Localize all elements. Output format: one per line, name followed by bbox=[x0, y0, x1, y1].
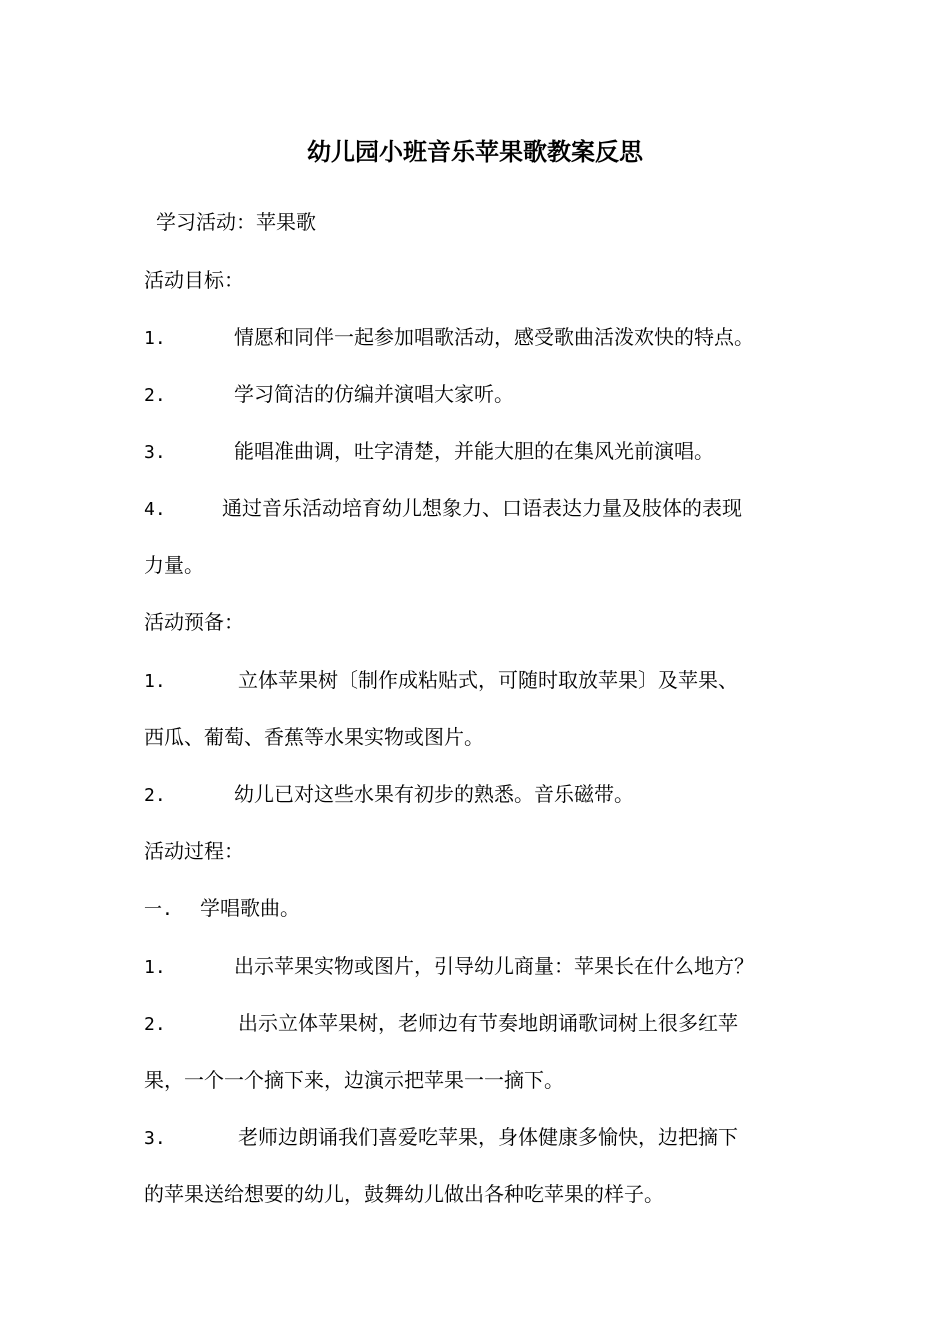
goal-item-2 bbox=[144, 374, 814, 416]
prep-number: 1. bbox=[144, 671, 166, 692]
goals-heading: 活动目标： bbox=[144, 268, 244, 292]
goal-item-4-continued: 力量。 bbox=[144, 553, 204, 577]
goal-text: 学习简洁的仿编并演唱大家听。 bbox=[234, 382, 514, 406]
step-item-2 bbox=[144, 1003, 814, 1045]
prep-text: 幼儿已对这些水果有初步的熟悉。音乐磁带。 bbox=[234, 782, 634, 806]
goal-number: 1. bbox=[144, 328, 166, 349]
subject-line: 学习活动：苹果歌 bbox=[156, 210, 316, 234]
goal-item-1 bbox=[144, 317, 814, 359]
goal-text: 通过音乐活动培育幼儿想象力、口语表达力量及肢体的表现 bbox=[222, 496, 742, 520]
step-item-2-continued: 果，一个一个摘下来，边演示把苹果一一摘下。 bbox=[144, 1068, 564, 1092]
section-text: 学唱歌曲。 bbox=[200, 896, 300, 920]
step-item-1 bbox=[144, 946, 814, 988]
prep-heading: 活动预备： bbox=[144, 610, 244, 634]
section-number: 一. bbox=[144, 899, 173, 920]
step-number: 1. bbox=[144, 957, 166, 978]
document-title: 幼儿园小班音乐苹果歌教案反思 bbox=[307, 137, 643, 166]
prep-item-2 bbox=[144, 774, 814, 816]
section-one bbox=[144, 888, 814, 930]
goal-text: 能唱准曲调，吐字清楚，并能大胆的在集风光前演唱。 bbox=[234, 439, 714, 463]
goal-item-3 bbox=[144, 431, 814, 473]
prep-text: 立体苹果树〔制作成粘贴式，可随时取放苹果〕及苹果、 bbox=[238, 668, 738, 692]
step-number: 3. bbox=[144, 1128, 166, 1149]
goal-item-4 bbox=[144, 488, 814, 530]
goal-number: 3. bbox=[144, 442, 166, 463]
step-item-3-continued: 的苹果送给想要的幼儿，鼓舞幼儿做出各种吃苹果的样子。 bbox=[144, 1182, 664, 1206]
step-text: 出示苹果实物或图片，引导幼儿商量：苹果长在什么地方？ bbox=[234, 954, 754, 978]
goal-text: 情愿和同伴一起参加唱歌活动，感受歌曲活泼欢快的特点。 bbox=[234, 325, 754, 349]
step-number: 2. bbox=[144, 1014, 166, 1035]
process-heading: 活动过程： bbox=[144, 839, 244, 863]
step-text: 老师边朗诵我们喜爱吃苹果，身体健康多愉快，边把摘下 bbox=[238, 1125, 738, 1149]
prep-item-1-continued: 西瓜、葡萄、香蕉等水果实物或图片。 bbox=[144, 725, 484, 749]
goal-number: 4. bbox=[144, 499, 166, 520]
step-text: 出示立体苹果树，老师边有节奏地朗诵歌词树上很多红苹 bbox=[238, 1011, 738, 1035]
prep-item-1 bbox=[144, 660, 814, 702]
step-item-3 bbox=[144, 1117, 814, 1159]
goal-number: 2. bbox=[144, 385, 166, 406]
prep-number: 2. bbox=[144, 785, 166, 806]
